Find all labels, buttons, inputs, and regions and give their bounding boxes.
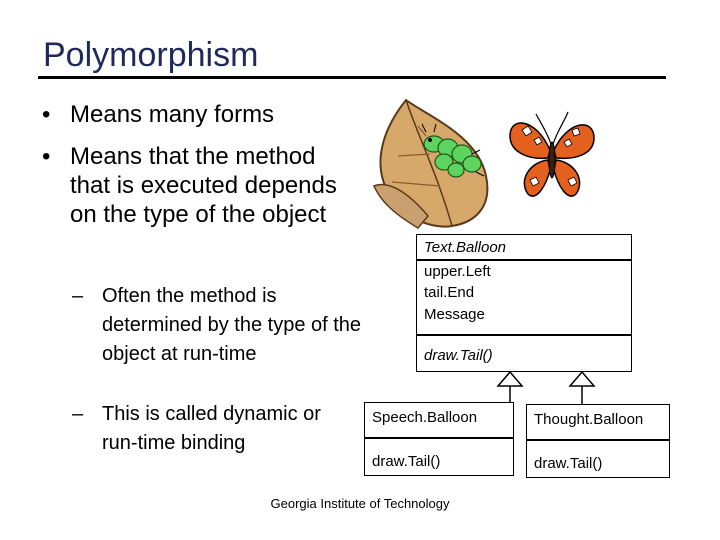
uml-class-text-balloon xyxy=(416,234,632,372)
uml-field: upper.Left xyxy=(424,263,491,280)
uml-class-speech-balloon xyxy=(364,402,514,476)
sub-bullet-text: Often the method is determined by the type of the object at run-time xyxy=(102,285,362,365)
uml-divider xyxy=(527,439,669,441)
leaf-caterpillar-icon xyxy=(368,96,508,234)
uml-class-thought-balloon xyxy=(526,404,670,478)
uml-method: draw.Tail() xyxy=(534,455,603,472)
uml-method: draw.Tail() xyxy=(372,453,441,470)
slide-title: Polymorphism xyxy=(43,36,259,74)
uml-divider xyxy=(417,334,631,336)
slide-footer: Georgia Institute of Technology xyxy=(270,496,450,511)
uml-field: Message xyxy=(424,306,485,323)
uml-class-name: Thought.Balloon xyxy=(534,411,644,428)
sub-bullet-marker: – xyxy=(72,285,84,307)
bullet-text: Means many forms xyxy=(70,101,275,128)
sub-bullet-text: This is called dynamic or run-time binding xyxy=(102,403,321,454)
uml-class-name: Speech.Balloon xyxy=(372,409,478,426)
bullet-text: Means that the method that is executed depends on the type of the object xyxy=(70,143,337,228)
uml-method: draw.Tail() xyxy=(424,347,493,364)
butterfly-icon xyxy=(506,108,598,204)
bullet-marker: • xyxy=(42,143,51,170)
title-divider xyxy=(38,76,666,79)
uml-class-name: Text.Balloon xyxy=(424,239,507,256)
uml-divider xyxy=(365,437,513,439)
sub-bullet-marker: – xyxy=(72,403,84,425)
uml-field: tail.End xyxy=(424,284,475,301)
bullet-marker: • xyxy=(42,101,51,128)
uml-divider xyxy=(417,259,631,261)
